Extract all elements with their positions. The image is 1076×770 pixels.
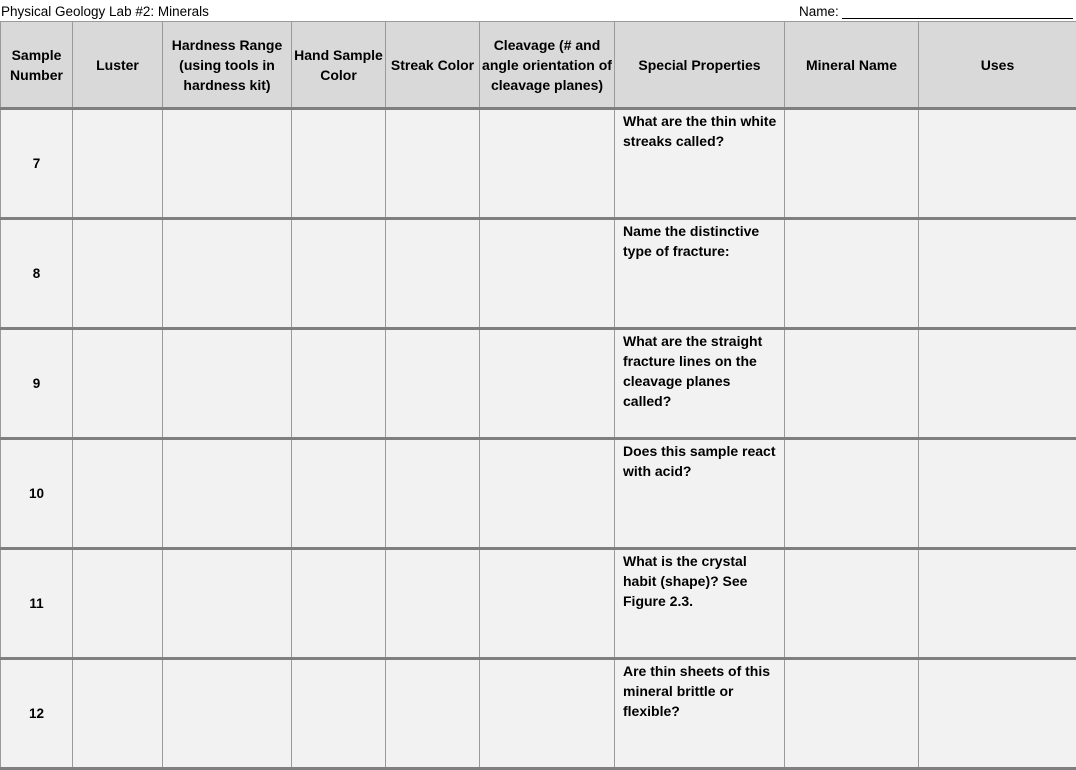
color-cell[interactable]: [292, 549, 386, 659]
mineral-name-cell[interactable]: [785, 219, 919, 329]
uses-cell[interactable]: [919, 219, 1076, 329]
hardness-cell[interactable]: [163, 439, 292, 549]
header-row: [1, 22, 1076, 109]
special-properties-question[interactable]: Does this sample react with acid?: [615, 439, 785, 549]
document-title: Physical Geology Lab #2: Minerals: [1, 4, 209, 19]
cleavage-cell[interactable]: [480, 439, 615, 549]
name-field[interactable]: [842, 18, 1073, 19]
sample-number: 7: [1, 109, 73, 219]
color-cell[interactable]: [292, 329, 386, 439]
special-properties-question[interactable]: What are the thin white streaks called?: [615, 109, 785, 219]
color-cell[interactable]: [292, 109, 386, 219]
mineral-name-cell[interactable]: [785, 329, 919, 439]
sample-number: 11: [1, 549, 73, 659]
uses-cell[interactable]: [919, 549, 1076, 659]
luster-cell[interactable]: [73, 549, 163, 659]
luster-cell[interactable]: [73, 439, 163, 549]
name-label: Name:: [799, 4, 839, 19]
sample-number: 8: [1, 219, 73, 329]
cleavage-cell[interactable]: [480, 329, 615, 439]
hardness-cell[interactable]: [163, 659, 292, 769]
streak-cell[interactable]: [386, 219, 480, 329]
luster-cell[interactable]: [73, 659, 163, 769]
color-cell[interactable]: [292, 439, 386, 549]
col-cleavage: Cleavage (# and angle orientation of cleavage planes): [480, 22, 615, 109]
luster-cell[interactable]: [73, 109, 163, 219]
uses-cell[interactable]: [919, 329, 1076, 439]
streak-cell[interactable]: [386, 659, 480, 769]
special-properties-question[interactable]: Are thin sheets of this mineral brittle or flexible?: [615, 659, 785, 769]
luster-cell[interactable]: [73, 219, 163, 329]
sample-number: 12: [1, 659, 73, 769]
sample-number: 9: [1, 329, 73, 439]
color-cell[interactable]: [292, 659, 386, 769]
hardness-cell[interactable]: [163, 329, 292, 439]
col-special-properties: Special Properties: [615, 22, 785, 109]
uses-cell[interactable]: [919, 109, 1076, 219]
color-cell[interactable]: [292, 219, 386, 329]
table-row: [1, 109, 1076, 219]
table-row: [1, 549, 1076, 659]
hardness-cell[interactable]: [163, 549, 292, 659]
special-properties-question[interactable]: What are the straight fracture lines on the cleavage planes called?: [615, 329, 785, 439]
mineral-name-cell[interactable]: [785, 109, 919, 219]
col-hardness-range: Hardness Range (using tools in hardness kit): [163, 22, 292, 109]
table-row: [1, 329, 1076, 439]
cleavage-cell[interactable]: [480, 549, 615, 659]
minerals-table: [0, 21, 1076, 770]
streak-cell[interactable]: [386, 439, 480, 549]
mineral-name-cell[interactable]: [785, 549, 919, 659]
hardness-cell[interactable]: [163, 219, 292, 329]
page-header: [0, 0, 1076, 22]
col-sample-number: Sample Number: [1, 22, 73, 109]
table-row: [1, 219, 1076, 329]
special-properties-question[interactable]: Name the distinctive type of fracture:: [615, 219, 785, 329]
cleavage-cell[interactable]: [480, 109, 615, 219]
uses-cell[interactable]: [919, 659, 1076, 769]
streak-cell[interactable]: [386, 549, 480, 659]
col-luster: Luster: [73, 22, 163, 109]
cleavage-cell[interactable]: [480, 219, 615, 329]
table-row: [1, 439, 1076, 549]
luster-cell[interactable]: [73, 329, 163, 439]
streak-cell[interactable]: [386, 329, 480, 439]
mineral-name-cell[interactable]: [785, 659, 919, 769]
cleavage-cell[interactable]: [480, 659, 615, 769]
uses-cell[interactable]: [919, 439, 1076, 549]
hardness-cell[interactable]: [163, 109, 292, 219]
sample-number: 10: [1, 439, 73, 549]
mineral-name-cell[interactable]: [785, 439, 919, 549]
col-mineral-name: Mineral Name: [785, 22, 919, 109]
table-row: [1, 659, 1076, 769]
streak-cell[interactable]: [386, 109, 480, 219]
col-uses: Uses: [919, 22, 1076, 109]
special-properties-question[interactable]: What is the crystal habit (shape)? See Figure 2.3.: [615, 549, 785, 659]
col-streak-color: Streak Color: [386, 22, 480, 109]
col-hand-sample-color: Hand Sample Color: [292, 22, 386, 109]
